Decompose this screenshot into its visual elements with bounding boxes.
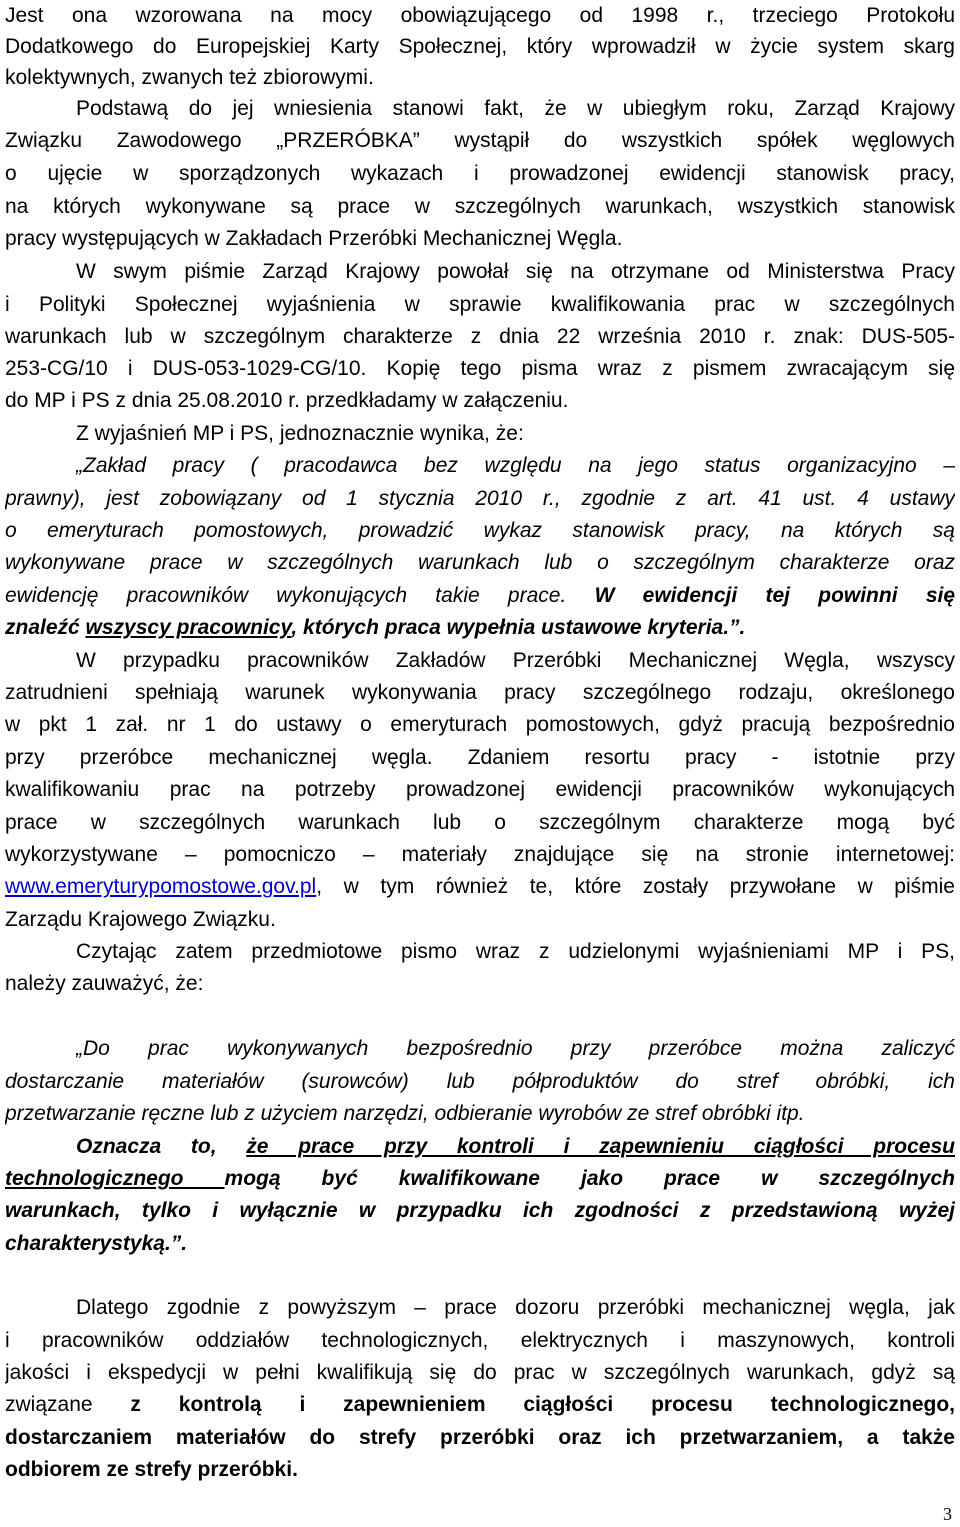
quote-text: przetwarzanie ręczne lub z użyciem narzędzi, odbieranie wyrobów ze stref obróbki itp. xyxy=(5,1102,805,1125)
quote-bold-text: Oznacza to, xyxy=(76,1135,247,1158)
quote-bold-text: mogą być kwalifikowane jako prace w szczególnych xyxy=(224,1167,955,1190)
text-line xyxy=(5,1389,955,1422)
text-line: zatrudnieni spełniają warunek wykonywania pracy szczególnego rodzaju, określonego xyxy=(5,681,955,704)
quote-line xyxy=(5,515,955,548)
quote-text: o emeryturach pomostowych, prowadzić wykaz stanowisk pracy, na których są xyxy=(5,519,955,542)
quote-underlined-text: technologicznego xyxy=(5,1167,225,1190)
quote-text: prawny), jest zobowiązany od 1 stycznia 2010 r., zgodnie z art. 41 ust. 4 ustawy xyxy=(5,487,955,510)
text-line: Podstawą do jej wniesienia stanowi fakt, że w ubiegłym roku, Zarząd Krajowy xyxy=(76,97,955,120)
text-line: wykorzystywane – pomocniczo – materiały znajdujące się na stronie internetowej: xyxy=(5,843,955,866)
text-line: warunkach lub w szczególnym charakterze z dnia 22 września 2010 r. znak: DUS-505- xyxy=(5,325,955,348)
text-line: Związku Zawodowego „PRZERÓBKA” wystąpił do wszystkich spółek węglowych xyxy=(5,129,955,152)
website-link[interactable]: www.emeryturypomostowe.gov.pl xyxy=(5,875,317,898)
text-line xyxy=(5,871,955,904)
quote-text: „Zakład pracy ( pracodawca bez względu na jego status organizacyjno – xyxy=(76,454,955,477)
text-line: Dodatkowego do Europejskiej Karty Społecznej, który wprowadził w życie system skarg xyxy=(5,35,955,58)
quote-line xyxy=(76,450,955,483)
quote-line xyxy=(76,1131,955,1164)
text-span: , w tym również te, które zostały przywołane w piśmie xyxy=(316,875,955,898)
text-line: pracy występujących w Zakładach Przeróbki Mechanicznej Węgla. xyxy=(5,227,623,250)
bold-text: z kontrolą i zapewnieniem ciągłości procesu technologicznego, xyxy=(130,1393,955,1416)
quote-text: wykonywane prace w szczególnych warunkach lub o szczególnym charakterze oraz xyxy=(5,551,955,574)
text-line: w pkt 1 zał. nr 1 do ustawy o emeryturach pomostowych, gdyż pracują bezpośrednio xyxy=(5,713,955,736)
text-line: Czytając zatem przedmiotowe pismo wraz z udzielonymi wyjaśnieniami MP i PS, xyxy=(76,940,955,963)
quote-bold-text: znaleźć xyxy=(5,616,86,639)
text-line: na których wykonywane są prace w szczególnych warunkach, wszystkich stanowisk xyxy=(5,195,955,218)
text-line: Z wyjaśnień MP i PS, jednoznacznie wynika, że: xyxy=(76,422,524,445)
quote-bold-text: W ewidencji tej powinni się xyxy=(594,584,955,607)
text-span: związane xyxy=(5,1393,131,1416)
quote-bold-text: warunkach, tylko i wyłącznie w przypadku ich zgodności z przedstawioną wyżej xyxy=(5,1199,955,1222)
quote-line xyxy=(5,547,955,580)
text-line: Dlatego zgodnie z powyższym – prace dozoru przeróbki mechanicznej węgla, jak xyxy=(76,1296,955,1319)
page-number: 3 xyxy=(943,1504,952,1524)
quote-line xyxy=(76,1033,955,1066)
text-line: i pracowników oddziałów technologicznych, elektrycznych i maszynowych, kontroli xyxy=(5,1329,955,1352)
quote-bold-text: charakterystyką.”. xyxy=(5,1232,188,1255)
quote-text: ewidencję pracowników wykonujących takie prace. xyxy=(5,584,595,607)
text-line xyxy=(5,1422,955,1455)
quote-line xyxy=(5,612,955,645)
text-line: jakości i ekspedycji w pełni kwalifikują się do prac w szczególnych warunkach, gdyż są xyxy=(5,1361,955,1384)
text-line: o ujęcie w sporządzonych wykazach i prowadzonej ewidencji stanowisk pracy, xyxy=(5,162,955,185)
quote-line xyxy=(5,1066,955,1099)
text-line: W swym piśmie Zarząd Krajowy powołał się na otrzymane od Ministerstwa Pracy xyxy=(76,260,955,283)
text-line: kolektywnych, zwanych też zbiorowymi. xyxy=(5,66,374,89)
quote-line xyxy=(5,1195,955,1228)
text-line: 253-CG/10 i DUS-053-1029-CG/10. Kopię tego pisma wraz z pismem zwracającym się xyxy=(5,357,955,380)
text-line: kwalifikowaniu prac na potrzeby prowadzonej ewidencji pracowników wykonujących xyxy=(5,778,955,801)
quote-underlined-text: że prace przy kontroli i zapewnieniu ciągłości procesu xyxy=(246,1135,955,1158)
text-line: prace w szczególnych warunkach lub o szczególnym charakterze mogą być xyxy=(5,811,955,834)
quote-line xyxy=(5,580,955,613)
quote-text: dostarczanie materiałów (surowców) lub półproduktów do stref obróbki, ich xyxy=(5,1070,955,1093)
quote-bold-text: , których praca wypełnia ustawowe kryteria.”. xyxy=(291,616,746,639)
bold-text: dostarczaniem materiałów do strefy przeróbki oraz ich przetwarzaniem, a także xyxy=(5,1426,955,1449)
text-line: Zarządu Krajowego Związku. xyxy=(5,908,276,931)
quote-line xyxy=(5,1228,955,1261)
quote-text: „Do prac wykonywanych bezpośrednio przy przeróbce można zaliczyć xyxy=(76,1037,955,1060)
text-line: przy przeróbce mechanicznej węgla. Zdaniem resortu pracy - istotnie przy xyxy=(5,746,955,769)
quote-line xyxy=(5,1098,955,1131)
quote-line xyxy=(5,1163,955,1196)
text-line: i Polityki Społecznej wyjaśnienia w sprawie kwalifikowania prac w szczególnych xyxy=(5,293,955,316)
text-line: należy zauważyć, że: xyxy=(5,972,204,995)
bold-text: odbiorem ze strefy przeróbki. xyxy=(5,1458,298,1481)
quote-line xyxy=(5,483,955,516)
text-line xyxy=(5,1454,955,1487)
text-line: do MP i PS z dnia 25.08.2010 r. przedkładamy w załączeniu. xyxy=(5,389,569,412)
text-line: Jest ona wzorowana na mocy obowiązującego od 1998 r., trzeciego Protokołu xyxy=(5,4,955,27)
text-line: W przypadku pracowników Zakładów Przeróbki Mechanicznej Węgla, wszyscy xyxy=(76,649,955,672)
quote-underlined-text: wszyscy pracownicy xyxy=(85,616,292,639)
